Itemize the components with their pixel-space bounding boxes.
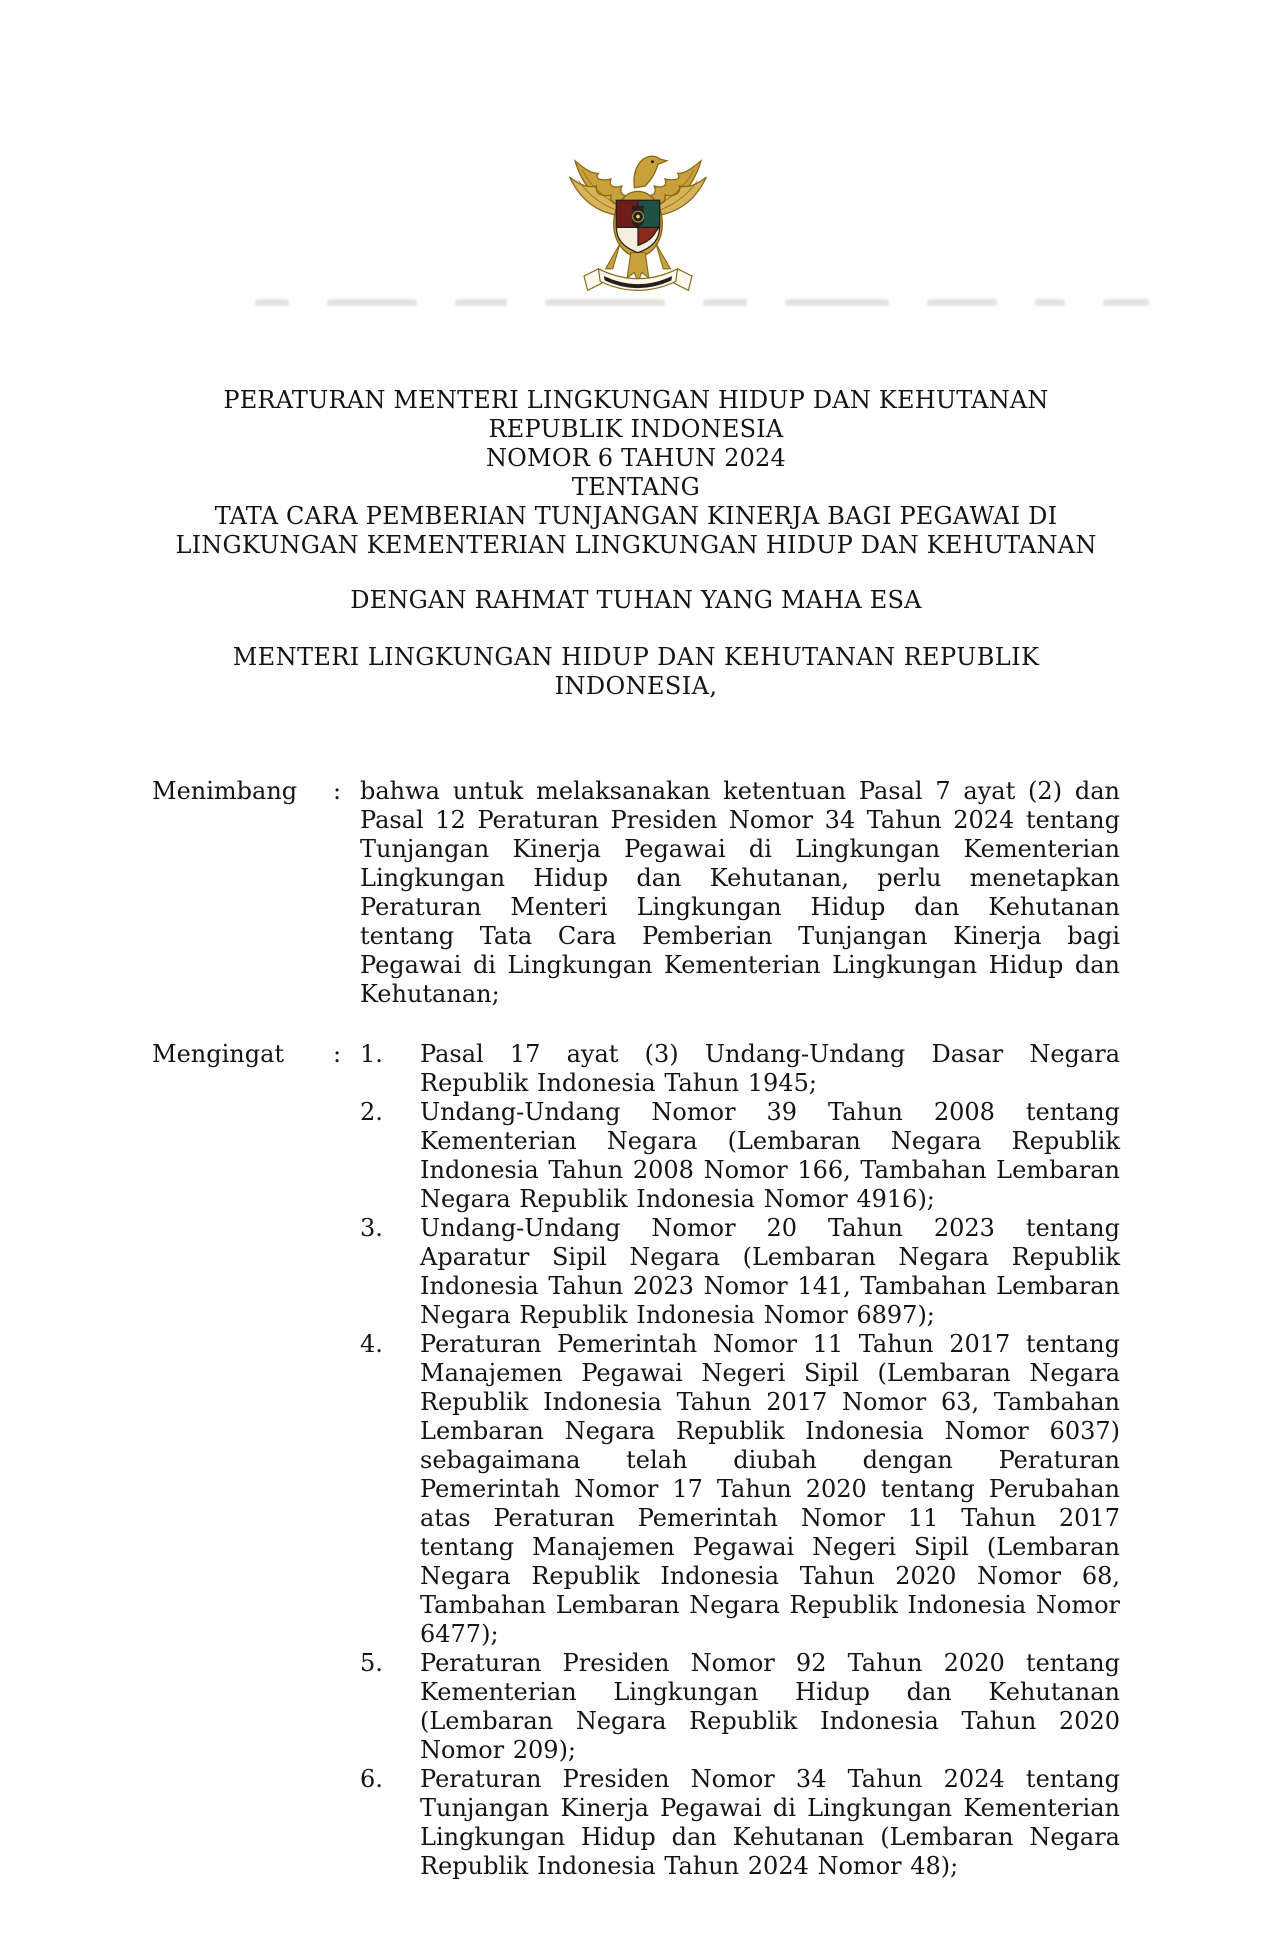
legal-basis-colon: : <box>333 1040 342 1068</box>
item-text: Pasal 17 ayat (3) Undang-Undang Dasar Negara Republik Indonesia Tahun 1945; <box>420 1040 1120 1097</box>
item-number: 4. <box>360 1330 383 1358</box>
item-number: 3. <box>360 1214 383 1242</box>
scan-artifact <box>255 297 1255 307</box>
item-text: Peraturan Presiden Nomor 92 Tahun 2020 tentang Kementerian Lingkungan Hidup dan Kehutanan (Lembaran Negara Republik Indonesia Tahun 2020 Nomor 209); <box>420 1649 1120 1764</box>
legal-basis-item <box>360 1649 1120 1765</box>
document-title <box>152 386 1120 560</box>
item-number: 2. <box>360 1098 383 1126</box>
legal-basis-item <box>360 1040 1120 1098</box>
considering-label: Menimbang <box>152 777 298 805</box>
garuda-pancasila-emblem <box>547 141 729 303</box>
authority-line: MENTERI LINGKUNGAN HIDUP DAN KEHUTANAN REPUBLIK INDONESIA, <box>232 643 1040 700</box>
item-number: 6. <box>360 1765 383 1793</box>
item-number: 1. <box>360 1040 383 1068</box>
legal-basis-item <box>360 1214 1120 1330</box>
considering-section <box>152 777 1120 1009</box>
title-line-subject-1: TATA CARA PEMBERIAN TUNJANGAN KINERJA BAGI PEGAWAI DI <box>214 502 1058 530</box>
legal-basis-label: Mengingat <box>152 1040 285 1068</box>
item-text: Undang-Undang Nomor 20 Tahun 2023 tentang Aparatur Sipil Negara (Lembaran Negara Republik Indonesia Tahun 2023 Nomor 141, Tambahan Lembaran Negara Republik Indonesia Nomor 6897); <box>420 1214 1120 1329</box>
legal-basis-item <box>360 1098 1120 1214</box>
item-text: Peraturan Presiden Nomor 34 Tahun 2024 tentang Tunjangan Kinerja Pegawai di Lingkungan Kementerian Lingkungan Hidup dan Kehutanan (Lembaran Negara Republik Indonesia Tahun 2024 Nomor 48); <box>420 1765 1120 1880</box>
title-line-number: NOMOR 6 TAHUN 2024 <box>485 444 786 472</box>
title-line-about: TENTANG <box>571 473 701 501</box>
legal-basis-list <box>360 1040 1120 1881</box>
considering-colon: : <box>333 777 342 805</box>
considering-text: bahwa untuk melaksanakan ketentuan Pasal 7 ayat (2) dan Pasal 12 Peraturan Presiden Nomor 34 Tahun 2024 tentang Tunjangan Kinerja Pegawai di Lingkungan Kementerian Lingkungan Hidup dan Kehutanan, perlu menetapkan Peraturan Menteri Lingkungan Hidup dan Kehutanan tentang Tata Cara Pemberian Tunjangan Kinerja bagi Pegawai di Lingkungan Kementerian Lingkungan Hidup dan Kehutanan; <box>360 777 1120 1008</box>
legal-basis-item <box>360 1330 1120 1649</box>
title-line-regulation: PERATURAN MENTERI LINGKUNGAN HIDUP DAN KEHUTANAN <box>223 386 1049 414</box>
legal-basis-section <box>152 1040 1120 1881</box>
item-number: 5. <box>360 1649 383 1677</box>
title-line-republic: REPUBLIK INDONESIA <box>488 415 784 443</box>
title-line-subject-2: LINGKUNGAN KEMENTERIAN LINGKUNGAN HIDUP DAN KEHUTANAN <box>175 531 1097 559</box>
invocation-line: DENGAN RAHMAT TUHAN YANG MAHA ESA <box>350 586 922 614</box>
legal-basis-item <box>360 1765 1120 1881</box>
item-text: Peraturan Pemerintah Nomor 11 Tahun 2017 tentang Manajemen Pegawai Negeri Sipil (Lembaran Negara Republik Indonesia Tahun 2017 Nomor 63, Tambahan Lembaran Negara Republik Indonesia Nomor 6037) sebagaimana telah diubah dengan Peraturan Pemerintah Nomor 17 Tahun 2020 tentang Perubahan atas Peraturan Pemerintah Nomor 11 Tahun 2017 tentang Manajemen Pegawai Negeri Sipil (Lembaran Negara Republik Indonesia Tahun 2020 Nomor 68, Tambahan Lembaran Negara Republik Indonesia Nomor 6477); <box>420 1330 1120 1648</box>
item-text: Undang-Undang Nomor 39 Tahun 2008 tentang Kementerian Negara (Lembaran Negara Republik Indonesia Tahun 2008 Nomor 166, Tambahan Lembaran Negara Republik Indonesia Nomor 4916); <box>420 1098 1120 1213</box>
